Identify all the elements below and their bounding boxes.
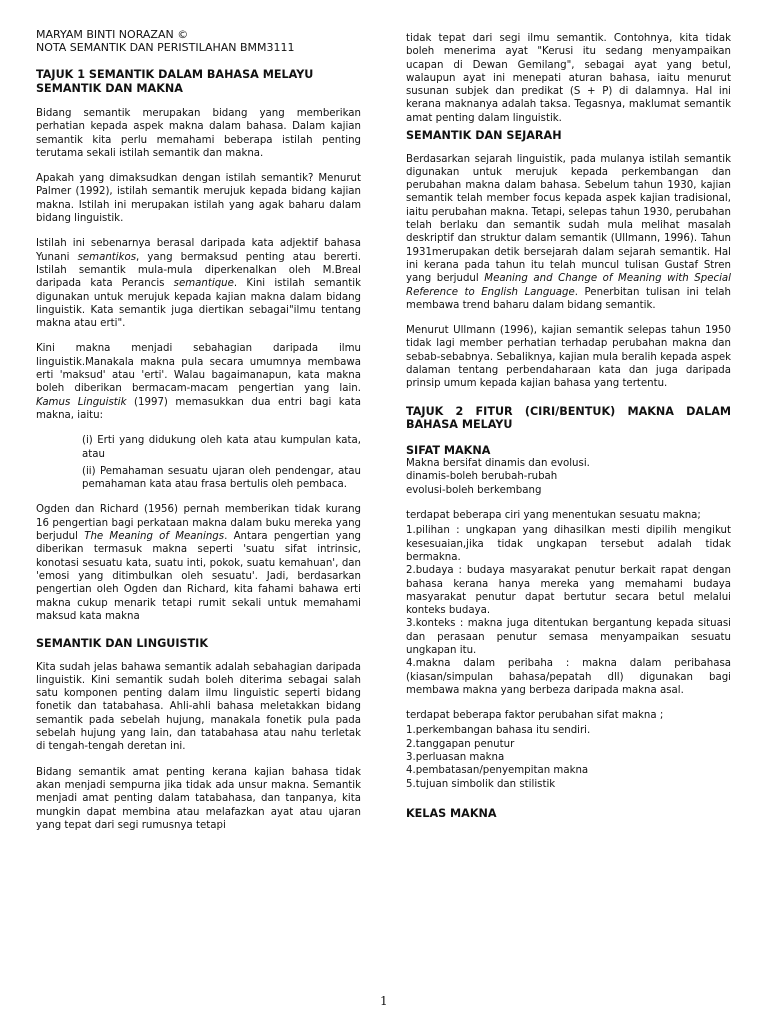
list-item: 1.pilihan : ungkapan yang dihasilkan mesti dipilih mengikut kesesuaian,jika tidak ungkapan tersebut adalah tidak bermakna.	[406, 525, 731, 563]
italic-term: semantique	[173, 278, 234, 290]
heading-tajuk-1-line1: TAJUK 1 SEMANTIK DALAM BAHASA MELAYU	[36, 68, 314, 81]
faktor-list	[406, 724, 731, 790]
heading-kelas-makna: KELAS MAKNA	[406, 806, 497, 820]
text-span: (1997) memasukkan dua entri bagi kata makna, iaitu:	[36, 396, 361, 421]
header-course: NOTA SEMANTIK DAN PERISTILAHAN BMM3111	[36, 41, 295, 54]
ciri-list	[406, 524, 731, 697]
paragraph	[36, 237, 361, 330]
list-item: 1.perkembangan bahasa itu sendiri.	[406, 725, 591, 737]
heading-semantik-linguistik: SEMANTIK DAN LINGUISTIK	[36, 637, 209, 651]
italic-term: semantikos	[77, 251, 137, 263]
list-item: 2.budaya : budaya masyarakat penutur berkait rapat dengan bahasa kerana hanya mereka yang memahami budaya masyarakat penutur dapat bertutur secara betul melalui konteks budaya.	[406, 565, 731, 617]
list-item: Makna bersifat dinamis dan evolusi.	[406, 458, 590, 470]
definition-item: (i) Erti yang didukung oleh kata atau kumpulan kata, atau	[82, 435, 361, 460]
paragraph: Menurut Ullmann (1996), kajian semantik selepas tahun 1950 tidak lagi member perhatian terhadap perubahan makna dan sebab-sebabnya. Sebaliknya, kajian mula beralih kepada aspek dalaman tentang perbendaharaan kata dan juga daripada prinsip umum kepada kajian bahasa yang tertentu.	[406, 325, 731, 390]
text-span: . Penerbitan tulisan ini telah membawa trend baharu dalam bidang semantik.	[406, 286, 731, 311]
list-item: evolusi-boleh berkembang	[406, 484, 542, 496]
header-author: MARYAM BINTI NORAZAN ©	[36, 28, 189, 41]
paragraph	[36, 503, 361, 623]
text-span: . Kini istilah semantik digunakan untuk merujuk kepada kajian makna dalam bidang linguistik. Kata semantik juga diertikan sebagai"ilmu tentang makna atau erti".	[36, 278, 361, 330]
paragraph: terdapat beberapa ciri yang menentukan sesuatu makna;	[406, 510, 701, 522]
italic-title: Meaning and Change of Meaning with Special Reference to English Language	[406, 273, 732, 298]
left-column	[36, 28, 361, 844]
definition-item: (ii) Pemahaman sesuatu ujaran oleh pendengar, atau pemahaman kata atau frasa bertulis oleh pembaca.	[82, 465, 361, 491]
right-column	[406, 32, 731, 830]
page-number: 1	[380, 994, 388, 1008]
heading-semantik-sejarah: SEMANTIK DAN SEJARAH	[406, 129, 562, 143]
paragraph: tidak tepat dari segi ilmu semantik. Contohnya, kita tidak boleh menerima ayat "Kerusi itu sedang menyampaikan ucapan di Dewan Gemilang", sebagai ayat yang betul, walaupun ayat ini menepati aturan bahasa, iaitu menurut susunan subjek dan predikat (S + P) di dalamnya. Hal ini kerana maknanya adalah taksa. Tegasnya, maklumat semantik amat penting dalam linguistik.	[406, 33, 731, 124]
list-item: dinamis-boleh berubah-rubah	[406, 471, 558, 483]
paragraph	[36, 342, 361, 422]
list-item: 2.tanggapan penutur	[406, 738, 515, 750]
text-span: , yang bermaksud penting atau bererti. Istilah semantik mula-mula diperkenalkan oleh M.Breal daripada kata Perancis	[36, 251, 361, 290]
heading-tajuk-1-line2: SEMANTIK DAN MAKNA	[36, 81, 183, 95]
italic-title: The Meaning of Meanings	[84, 531, 225, 543]
text-span: Berdasarkan sejarah linguistik, pada mulanya istilah semantik digunakan untuk merujuk kepada perkembangan dan perubahan makna dalam bahasa. Sebelum tahun 1930, kajian semantik telah member focus kepada aspek kajian tradisional, iaitu perubahan makna. Tetapi, selepas tahun 1930, perubahan telah berlaku dan semantik sudah mula melihat masalah deskriptif dan struktur dalam semantik (Ullmann, 1996). Tahun 1931merupakan detik bersejarah dalam sejarah semantik. Hal ini kerana pada tahun itu telah muncul tulisan Gustaf Stren yang berjudul	[406, 153, 731, 285]
paragraph: Kita sudah jelas bahawa semantik adalah sebahagian daripada linguistik. Kini semantik sudah boleh diterima sebagai salah satu komponen penting dalam ilmu linguistic seperti bidang fonetik dan tatabahasa. Ahli-ahli bahasa meletakkan bidang semantik pada sebelah hujung, manakala fonetik pula pada sebelah hujung yang lain, dan tatabahasa atau nahu terletak di tengah-tengah deretan ini.	[36, 661, 361, 753]
text-span: Ogden dan Richard (1956) pernah memberikan tidak kurang 16 pengertian bagi perkataan makna dalam buku mereka yang berjudul	[36, 504, 361, 543]
italic-title: Kamus Linguistik	[36, 396, 127, 408]
text-span: Istilah ini sebenarnya berasal daripada kata adjektif bahasa Yunani	[36, 238, 361, 263]
text-span: Kini makna menjadi sebahagian daripada ilmu linguistik.Manakala makna pula secara umumnya membawa erti 'maksud' atau 'erti'. Walau bagaimanapun, kata makna boleh diberikan bermacam-macam pengertian yang lain.	[36, 343, 361, 395]
sifat-list	[406, 457, 731, 497]
paragraph	[406, 153, 731, 313]
list-item: 3.perluasan makna	[406, 752, 505, 764]
paragraph: Apakah yang dimaksudkan dengan istilah semantik? Menurut Palmer (1992), istilah semantik merujuk kepada bidang kajian makna. Istilah ini merupakan istilah yang agak baharu dalam bidang linguistik.	[36, 173, 361, 225]
paragraph: Bidang semantik merupakan bidang yang memberikan perhatian kepada aspek makna dalam bahasa. Dalam kajian semantik kita perlu memahami beberapa istilah penting terutama sekali istilah semantik dan makna.	[36, 108, 361, 159]
list-item: 3.konteks : makna juga ditentukan bergantung kepada situasi dan perasaan penutur semasa menyampaikan sesuatu ungkapan itu.	[406, 618, 731, 656]
heading-tajuk-1	[36, 68, 361, 95]
text-span: . Antara pengertian yang diberikan termasuk makna seperti 'suatu sifat intrinsic, konotasi sesuatu kata, suatu inti, pokok, suatu kemahuan', dan 'emosi yang ditimbulkan oleh sesuatu'. Jadi, berdasarkan pengertian oleh Ogden dan Richard, kita fahami bahawa erti makna cukup menarik tetapi rumit sekali untuk memahami maksud kata makna	[36, 531, 361, 622]
heading-sifat-makna: SIFAT MAKNA	[406, 443, 491, 457]
paragraph: Bidang semantik amat penting kerana kajian bahasa tidak akan menjadi sempurna jika tidak ada unsur makna. Semantik menjadi amat penting dalam tatabahasa, dan tanpanya, kita mungkin dapat membina atau melafazkan ayat atau ujaran yang tepat dari segi rumusnya tetapi	[36, 766, 361, 831]
list-item: 5.tujuan simbolik dan stilistik	[406, 778, 556, 790]
list-item: 4.pembatasan/penyempitan makna	[406, 765, 589, 777]
list-item: 4.makna dalam peribaha : makna dalam peribahasa (kiasan/simpulan bahasa/pepatah dll) digunakan bagi membawa makna yang berbeza daripada makna asal.	[406, 658, 731, 696]
heading-tajuk-2: TAJUK 2 FITUR (CIRI/BENTUK) MAKNA DALAM BAHASA MELAYU	[406, 404, 731, 432]
paragraph: terdapat beberapa faktor perubahan sifat makna ;	[406, 710, 664, 722]
